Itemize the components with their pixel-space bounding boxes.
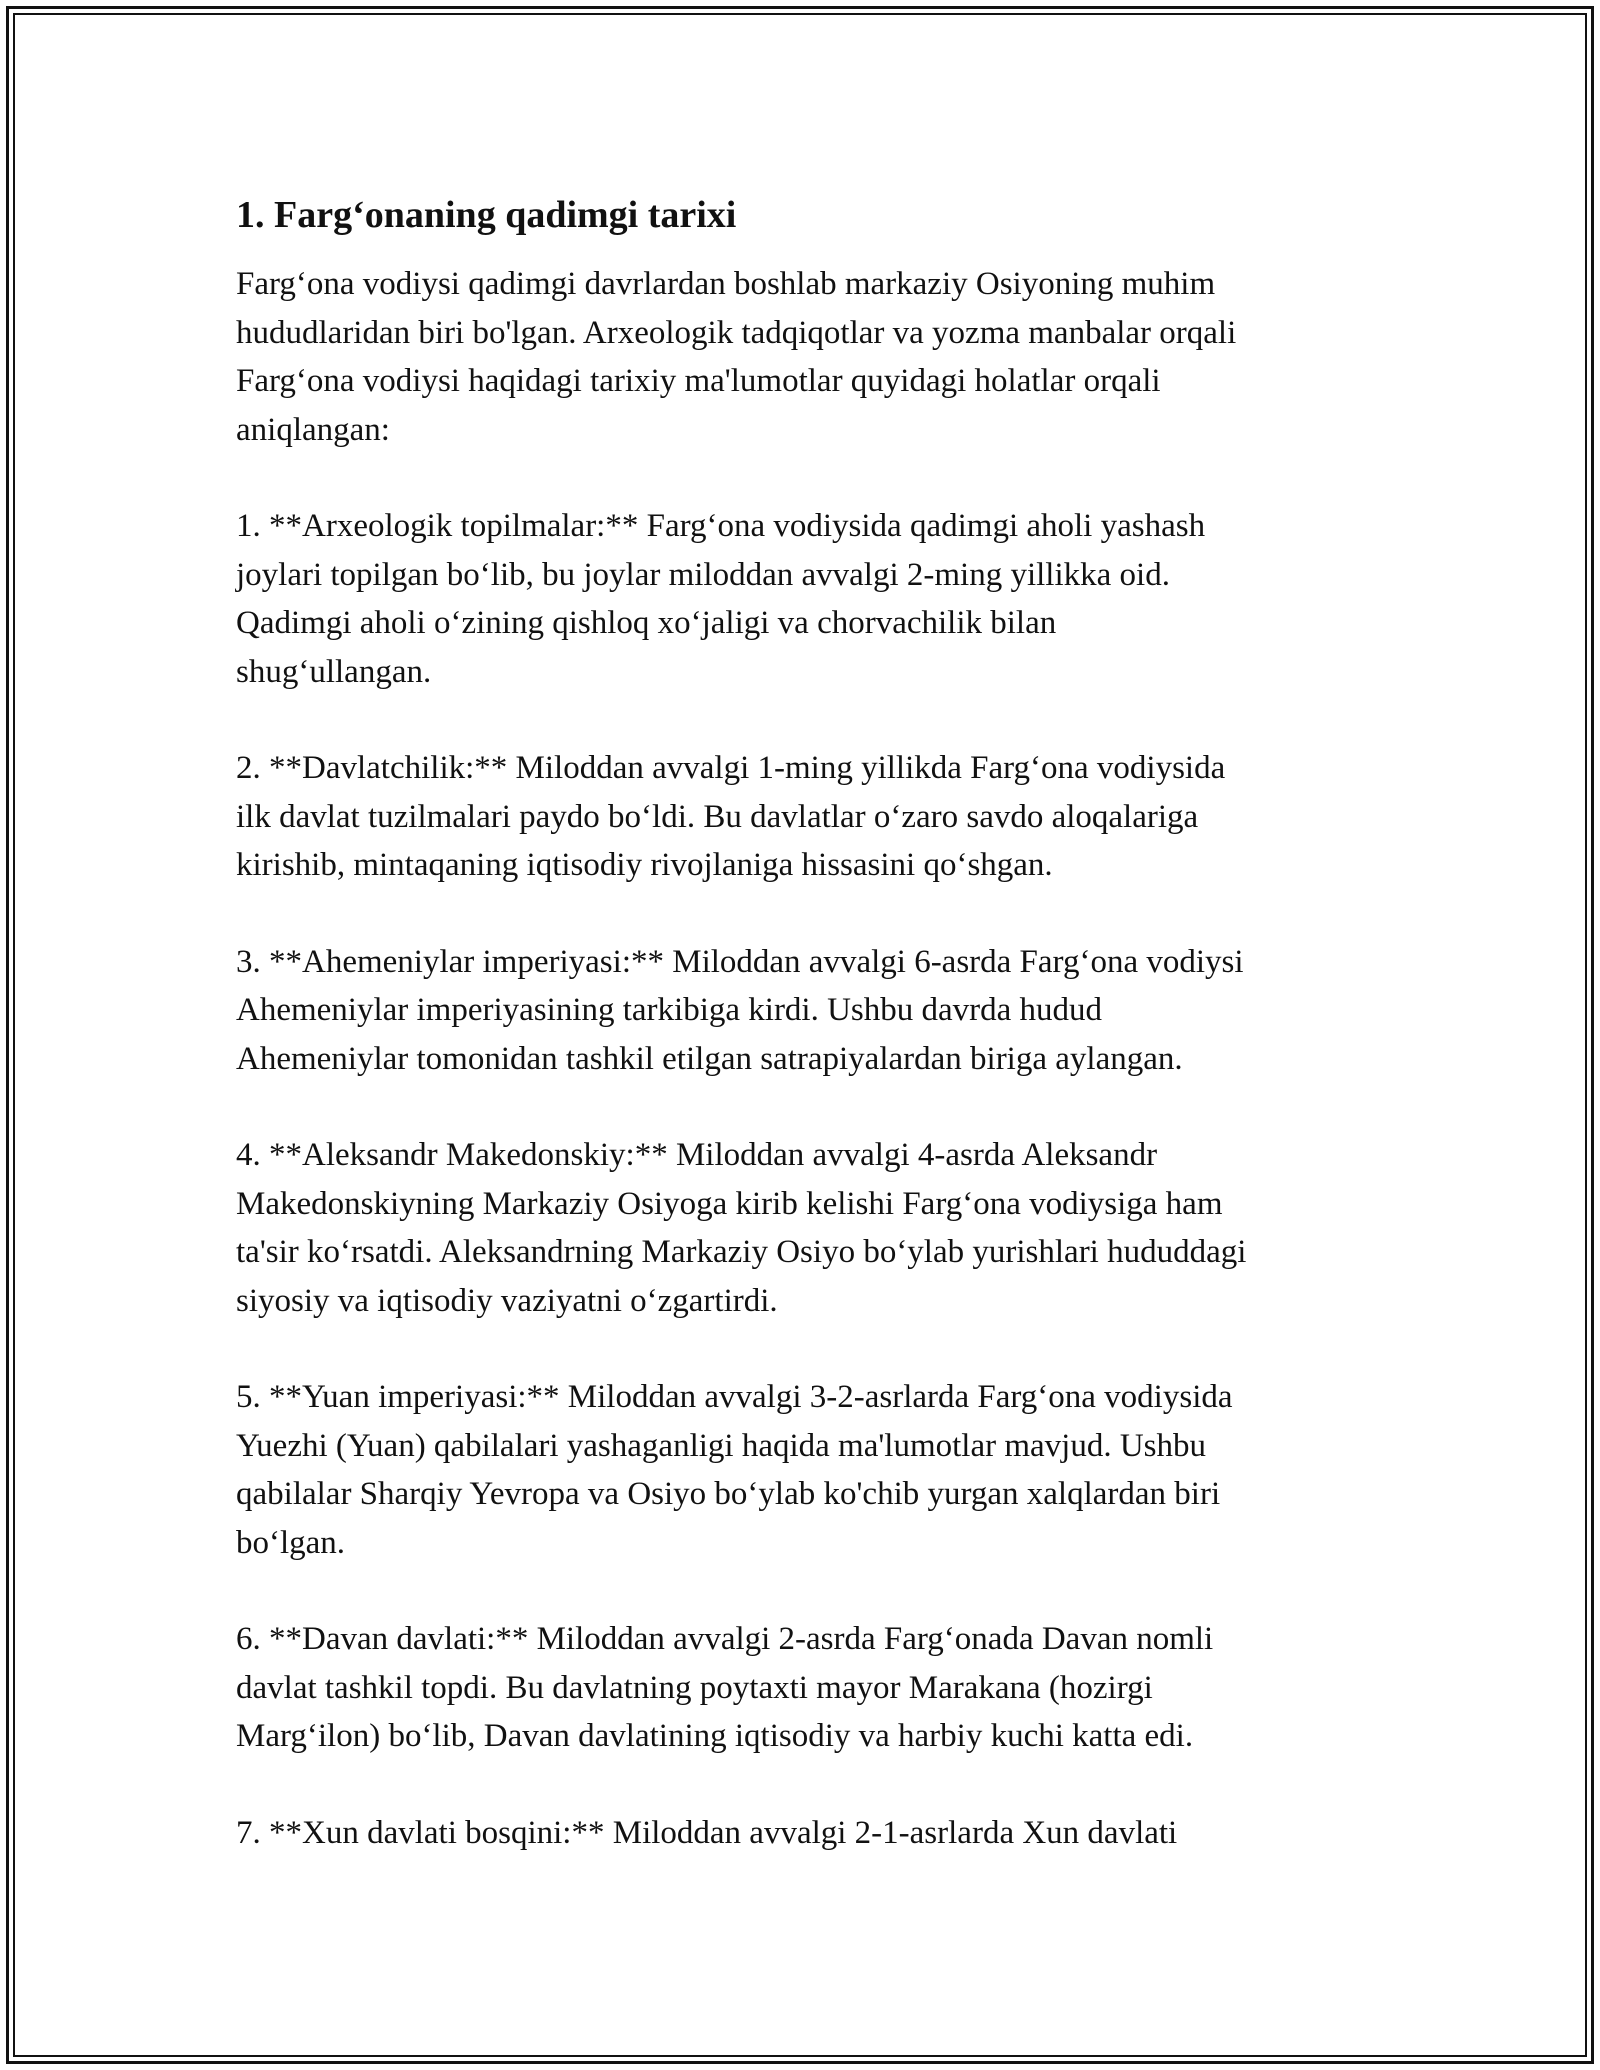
text-line: kirishib, mintaqaning iqtisodiy rivojlaniga hissasini qo‘shgan. xyxy=(236,847,1053,883)
text-line: bo‘lgan. xyxy=(236,1524,346,1561)
page-title: 1. Farg‘onaning qadimgi tarixi xyxy=(236,194,737,236)
text-line: Yuezhi (Yuan) qabilalari yashaganligi haqida ma'lumotlar mavjud. Ushbu xyxy=(236,1427,1207,1464)
text-line: Farg‘ona vodiysi haqidagi tarixiy ma'lumotlar quyidagi holatlar orqali xyxy=(236,363,1161,399)
text-line: 6. **Davan davlati:** Miloddan avvalgi 2-asrda Farg‘onada Davan nomli xyxy=(236,1621,1214,1657)
list-item-ahemeniylar-imperiyasi xyxy=(236,938,1376,1084)
text-line: Ahemeniylar tomonidan tashkil etilgan satrapiyalardan biriga aylangan. xyxy=(236,1040,1183,1077)
text-line: Farg‘ona vodiysi qadimgi davrlardan boshlab markaziy Osiyoning muhim xyxy=(236,266,1216,302)
list-item-arxeologik-topilmalar xyxy=(236,502,1376,696)
text-line: Makedonskiyning Markaziy Osiyoga kirib kelishi Farg‘ona vodiysiga ham xyxy=(236,1185,1223,1222)
document-body xyxy=(236,186,1376,1905)
text-line: ta'sir ko‘rsatdi. Aleksandrning Markaziy Osiyo bo‘ylab yurishlari hududdagi xyxy=(236,1234,1247,1270)
list-item-davlatchilik xyxy=(236,744,1376,890)
text-line: davlat tashkil topdi. Bu davlatning poytaxti mayor Marakana (hozirgi xyxy=(236,1669,1153,1706)
text-line: hududlaridan biri bo'lgan. Arxeologik tadqiqotlar va yozma manbalar orqali xyxy=(236,314,1237,351)
list-item-aleksandr-makedonskiy xyxy=(236,1131,1376,1325)
text-line: 2. **Davlatchilik:** Miloddan avvalgi 1-ming yillikda Farg‘ona vodiysida xyxy=(236,750,1226,786)
text-line: Ahemeniylar imperiyasining tarkibiga kirdi. Ushbu davrda hudud xyxy=(236,992,1103,1028)
text-line: Qadimgi aholi o‘zining qishloq xo‘jaligi va chorvachilik bilan xyxy=(236,605,1057,641)
text-line: 7. **Xun davlati bosqini:** Miloddan avvalgi 2-1-asrlarda Xun davlati xyxy=(236,1814,1178,1851)
list-item-davan-davlati xyxy=(236,1615,1376,1761)
text-line: ilk davlat tuzilmalari paydo bo‘ldi. Bu davlatlar o‘zaro savdo aloqalariga xyxy=(236,798,1199,835)
list-item-yuan-imperiyasi xyxy=(236,1373,1376,1567)
text-line: 1. **Arxeologik topilmalar:** Farg‘ona vodiysida qadimgi aholi yashash xyxy=(236,508,1206,544)
text-line: shug‘ullangan. xyxy=(236,653,432,690)
text-line: 5. **Yuan imperiyasi:** Miloddan avvalgi 3-2-asrlarda Farg‘ona vodiysida xyxy=(236,1379,1233,1415)
paragraph-intro xyxy=(236,260,1376,454)
text-line: 4. **Aleksandr Makedonskiy:** Miloddan avvalgi 4-asrda Aleksandr xyxy=(236,1137,1158,1173)
text-line: siyosiy va iqtisodiy vaziyatni o‘zgartirdi. xyxy=(236,1282,778,1319)
text-line: 3. **Ahemeniylar imperiyasi:** Miloddan avvalgi 6-asrda Farg‘ona vodiysi xyxy=(236,943,1244,980)
list-item-xun-davlati-bosqini xyxy=(236,1809,1376,1858)
text-line: qabilalar Sharqiy Yevropa va Osiyo bo‘ylab ko'chib yurgan xalqlardan biri xyxy=(236,1476,1221,1512)
text-line: Marg‘ilon) bo‘lib, Davan davlatining iqtisodiy va harbiy kuchi katta edi. xyxy=(236,1718,1194,1754)
text-line: joylari topilgan bo‘lib, bu joylar miloddan avvalgi 2-ming yillikka oid. xyxy=(236,556,1170,593)
text-line: aniqlangan: xyxy=(236,411,390,448)
